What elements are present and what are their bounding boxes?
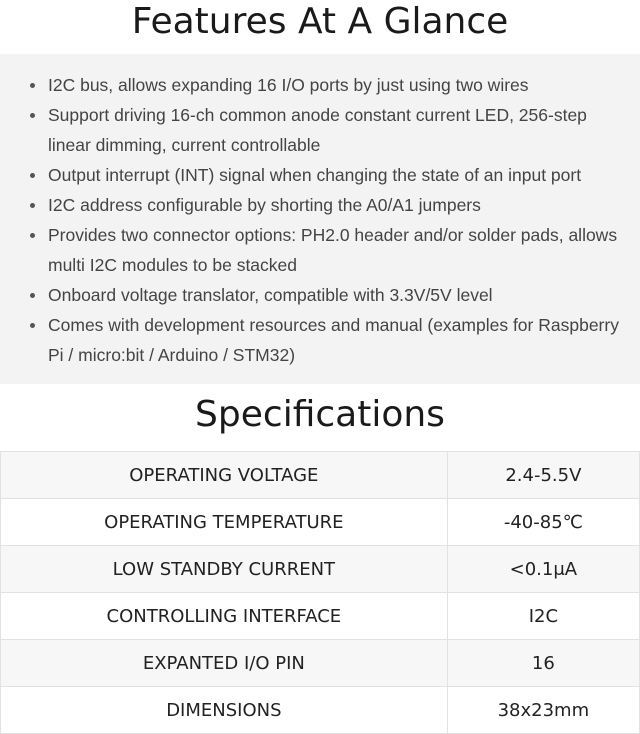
feature-item: I2C address configurable by shorting the A0/A1 jumpers <box>48 190 622 220</box>
specifications-table <box>0 451 640 734</box>
table-row <box>1 546 640 593</box>
spec-value: 16 <box>447 640 639 687</box>
feature-item: Support driving 16-ch common anode constant current LED, 256-step linear dimming, current controllable <box>48 100 622 160</box>
feature-item: I2C bus, allows expanding 16 I/O ports by just using two wires <box>48 70 622 100</box>
spec-name: EXPANTED I/O PIN <box>1 640 448 687</box>
feature-item: Provides two connector options: PH2.0 header and/or solder pads, allows multi I2C modules to be stacked <box>48 220 622 280</box>
spec-name: LOW STANDBY CURRENT <box>1 546 448 593</box>
feature-item: Output interrupt (INT) signal when changing the state of an input port <box>48 160 622 190</box>
table-row <box>1 452 640 499</box>
features-panel <box>0 54 640 384</box>
specifications-title: Specifications <box>195 394 445 435</box>
spec-name: DIMENSIONS <box>1 687 448 734</box>
feature-item: Onboard voltage translator, compatible with 3.3V/5V level <box>48 280 622 310</box>
spec-value: 38x23mm <box>447 687 639 734</box>
spec-name: OPERATING VOLTAGE <box>1 452 448 499</box>
spec-value: <0.1μA <box>447 546 639 593</box>
table-row <box>1 593 640 640</box>
table-row <box>1 687 640 734</box>
features-title: Features At A Glance <box>131 1 509 42</box>
spec-value: I2C <box>447 593 639 640</box>
features-list <box>30 70 622 370</box>
table-row <box>1 499 640 546</box>
spec-value: 2.4-5.5V <box>447 452 639 499</box>
spec-name: OPERATING TEMPERATURE <box>1 499 448 546</box>
table-row <box>1 640 640 687</box>
spec-name: CONTROLLING INTERFACE <box>1 593 448 640</box>
spec-value: -40-85℃ <box>447 499 639 546</box>
feature-item: Comes with development resources and manual (examples for Raspberry Pi / micro:bit / Arduino / STM32) <box>48 310 622 370</box>
